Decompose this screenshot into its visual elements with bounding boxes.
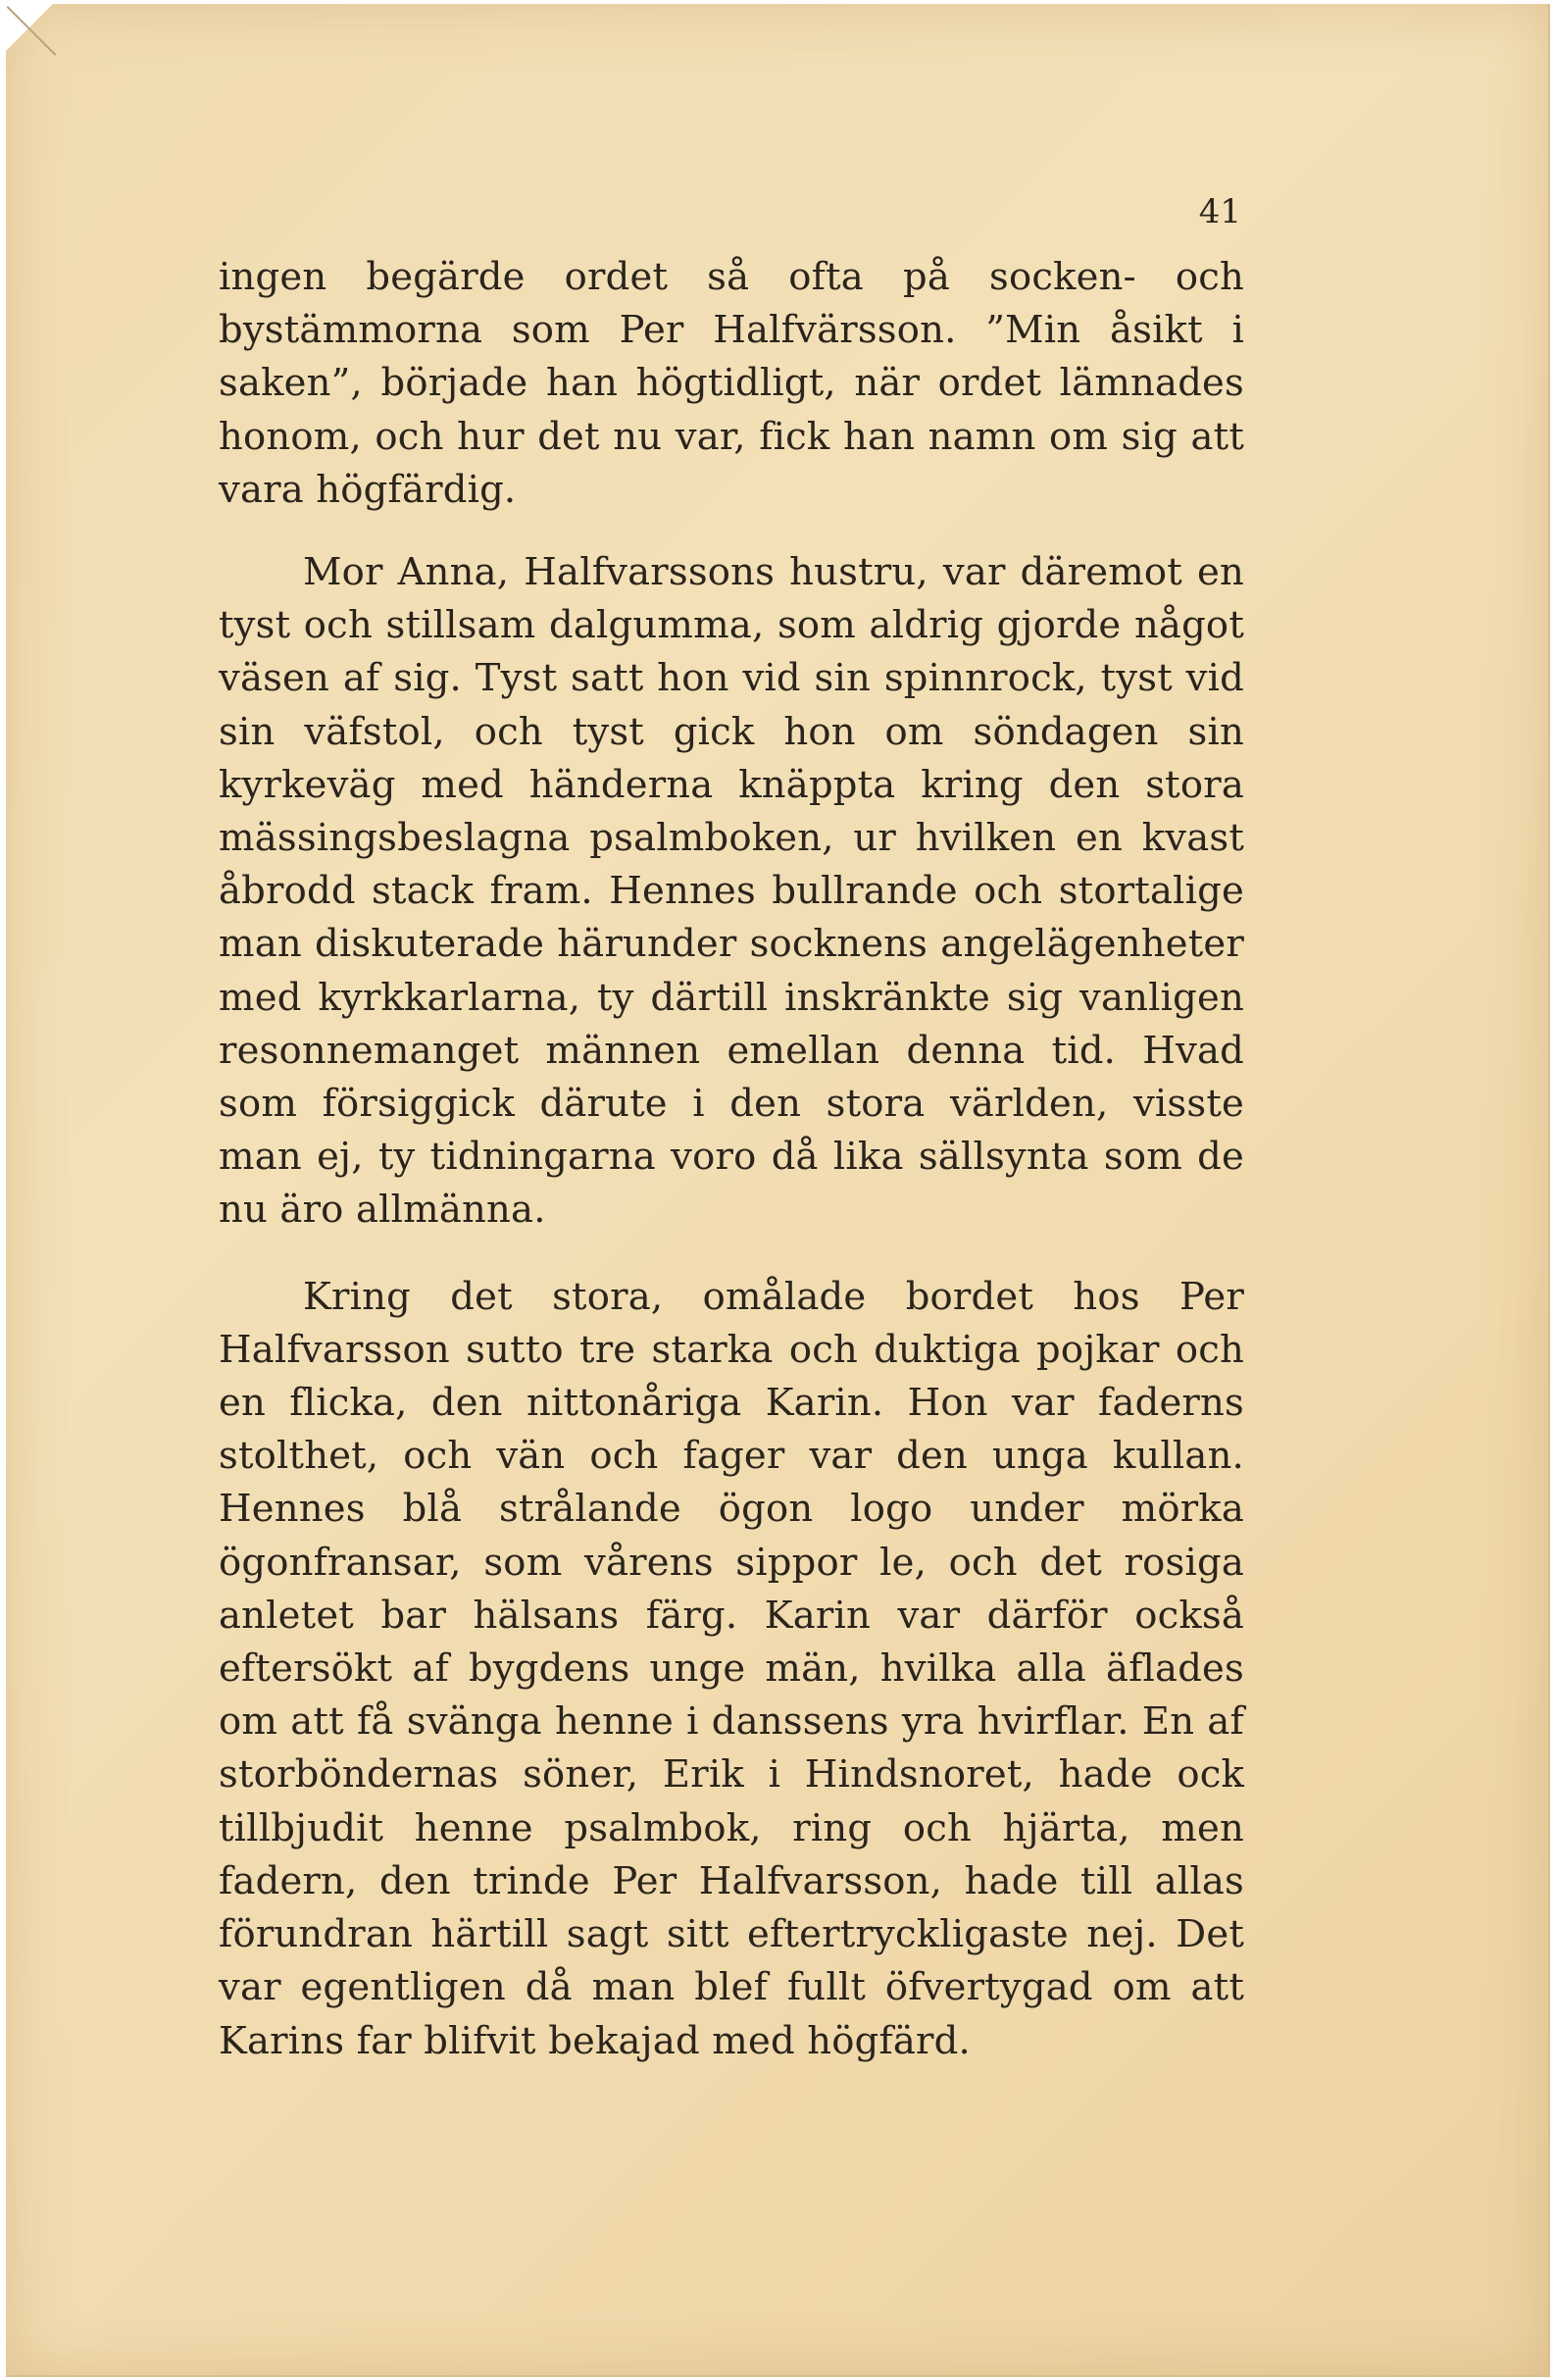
body-text	[219, 251, 1244, 2068]
paragraph-2: Mor Anna, Halfvarssons hustru, var däremot en tyst och stillsam dalgumma, som aldrig gjorde något väsen af sig. Tyst satt hon vid sin spinnrock, tyst vid sin väfstol, och tyst gick hon om söndagen sin kyrkeväg med händerna knäppta kring den stora mässingsbeslagna psalmboken, ur hvilken en kvast åbrodd stack fram. Hennes bullrande och stortalige man diskuterade härunder socknens angelägenheter med kyrkkarlarna, ty därtill inskränkte sig vanligen resonnemanget männen emellan denna tid. Hvad som försiggick därute i den stora världen, visste man ej, ty tidningarna voro då lika sällsynta som de nu äro allmänna.	[219, 550, 1244, 1233]
page-number: 41	[1198, 192, 1241, 231]
paragraph-1: ingen begärde ordet så ofta på socken- och bystämmorna som Per Halfvärsson. ”Min åsikt i saken”, började han högtidligt, när ordet lämnades honom, och hur det nu var, fick han namn om sig att vara högfärdig.	[219, 255, 1244, 512]
paragraph-3: Kring det stora, omålade bordet hos Per Halfvarsson sutto tre starka och duktiga pojkar och en flicka, den nittonåriga Karin. Hon var faderns stolthet, och vän och fager var den unga kullan. Hennes blå strålande ögon logo under mörka ögonfransar, som vårens sippor le, och det rosiga anletet bar hälsans färg. Karin var därför också eftersökt af bygdens unge män, hvilka alla äflades om att få svänga henne i danssens yra hvirflar. En af storböndernas söner, Erik i Hindsnoret, hade ock tillbjudit henne psalmbok, ring och hjärta, men fadern, den trinde Per Halfvarsson, hade till allas förundran härtill sagt sitt eftertryckligaste nej. Det var egentligen då man blef fullt öfvertygad om att Karins far blifvit bekajad med högfärd.	[219, 1274, 1244, 2063]
